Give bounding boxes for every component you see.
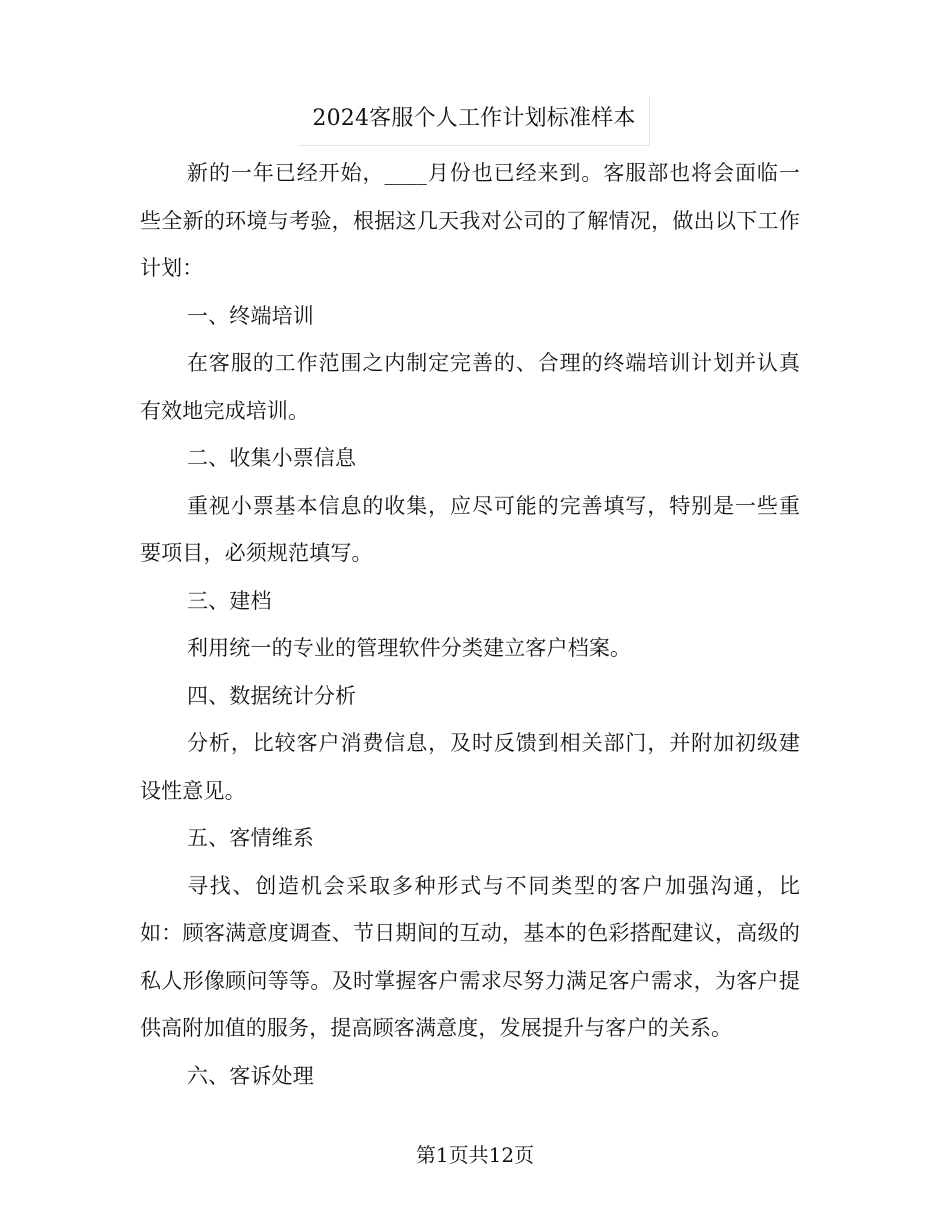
section-body-2: 重视小票基本信息的收集，应尽可能的完善填写，特别是一些重要项目，必须规范填写。: [140, 493, 800, 565]
section-heading-5: 五、客情维系: [187, 826, 314, 850]
section-heading-3: 三、建档: [187, 588, 272, 613]
section-body-3: 利用统一的专业的管理软件分类建立客户档案。: [187, 636, 632, 660]
section-heading-4: 四、数据统计分析: [187, 683, 357, 708]
section-body-1: 在客服的工作范围之内制定完善的、合理的终端培训计划并认真有效地完成培训。: [140, 351, 800, 423]
section-heading-6: 六、客诉处理: [187, 1063, 314, 1088]
document-body: [140, 150, 800, 1100]
intro-paragraph: 新的一年已经开始，____月份也已经来到。客服部也将会面临一些全新的环境与考验，根据这几天我对公司的了解情况，做出以下工作计划：: [140, 161, 800, 280]
section-body-4: 分析，比较客户消费信息，及时反馈到相关部门，并附加初级建设性意见。: [140, 731, 800, 803]
document-title: 2024客服个人工作计划标准样本: [312, 106, 636, 131]
section-heading-2: 二、收集小票信息: [187, 446, 357, 470]
page-number-footer: 第1页共12页: [415, 1143, 535, 1167]
title-box: [298, 96, 650, 146]
section-heading-1: 一、终端培训: [187, 303, 314, 328]
section-body-5: 寻找、创造机会采取多种形式与不同类型的客户加强沟通，比如：顾客满意度调查、节日期间的互动，基本的色彩搭配建议，高级的私人形像顾问等等。及时掌握客户需求尽努力满足客户需求，为客户提供高附加值的服务，提高顾客满意度，发展提升与客户的关系。: [140, 873, 800, 1040]
